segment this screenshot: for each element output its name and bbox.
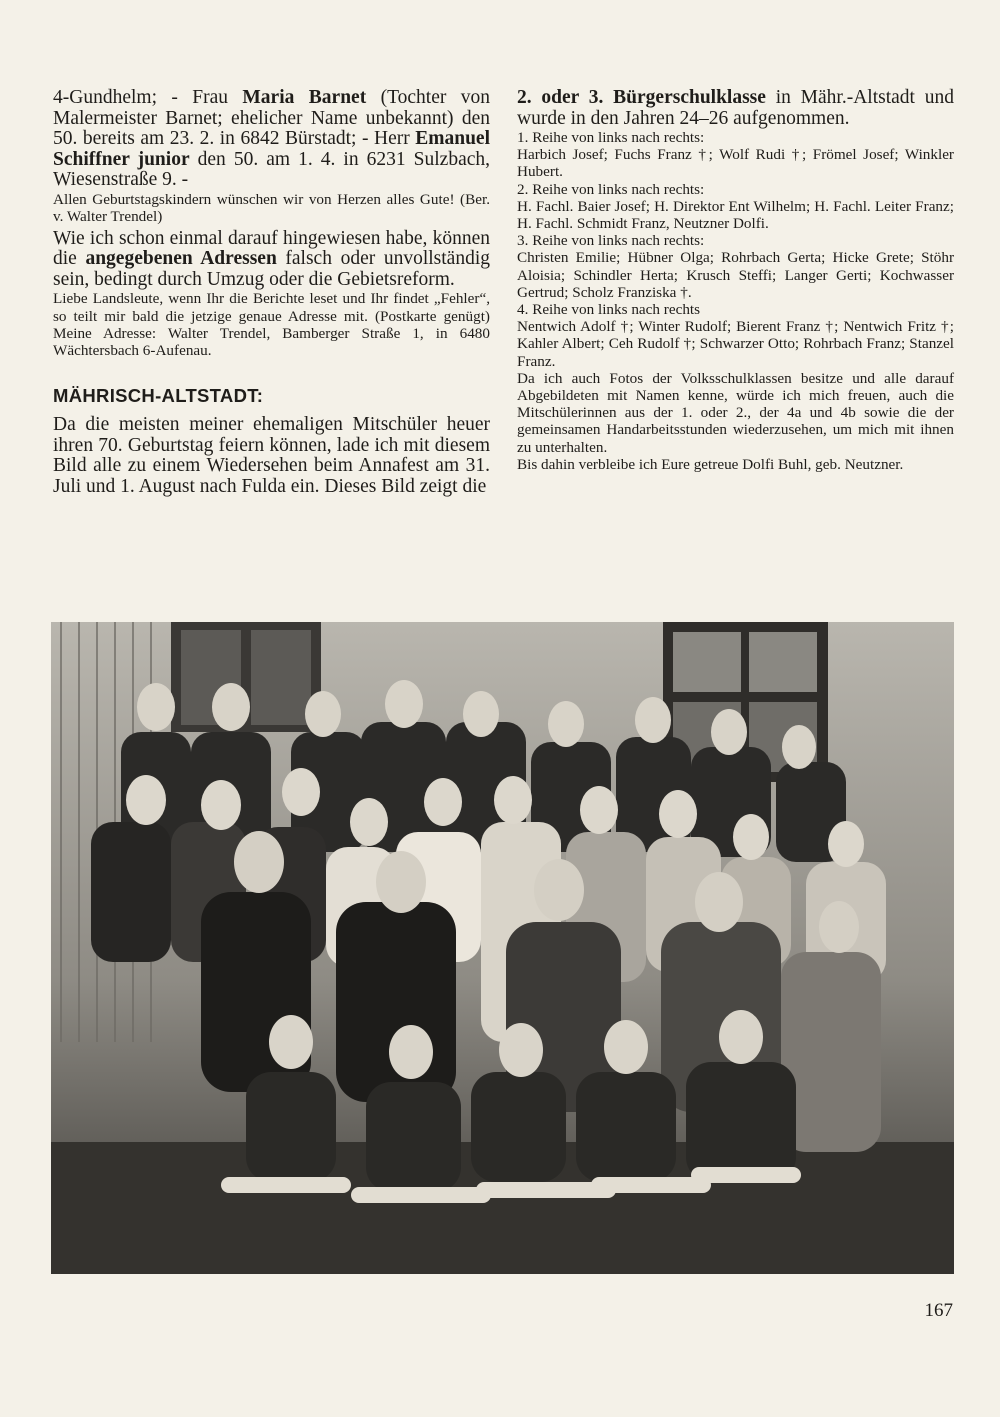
row-2-label: 2. Reihe von links nach rechts:	[517, 180, 705, 198]
class-intro	[517, 88, 954, 129]
bold-text: 2. oder 3. Bürgerschulklasse	[517, 87, 766, 108]
row-3-label: 3. Reihe von links nach rechts:	[517, 232, 705, 250]
row-4-names: Nentwich Adolf †; Winter Rudolf; Bierent Franz †; Nentwich Fritz †; Kahler Albert; Ceh Rudolf †; Schwarzer Otto; Rohrbach Franz; Stanzel Franz.	[517, 318, 954, 370]
signature: Bis dahin verbleibe ich Eure getreue Dolfi Buhl, geb. Neutzner.	[517, 455, 904, 473]
class-photo-illustration	[51, 622, 954, 1274]
bold-text: Maria Barnet	[242, 87, 367, 108]
address-request: Liebe Landsleute, wenn Ihr die Berichte leset und Ihr findet „Fehler“, so teilt mir bald die jetzige genaue Adresse mit. (Postkarte genügt) Meine Adresse: Walter Trendel, Bamberger Straße 1, in 6480 Wächtersbach 6-Aufenau.	[53, 290, 490, 360]
wishes-note: Allen Geburtstagskindern wünschen wir von Herzen alles Gute! (Ber. v. Walter Trendel)	[53, 190, 490, 225]
birthday-paragraph	[53, 88, 490, 191]
row-4-label: 4. Reihe von links nach rechts	[517, 301, 701, 319]
row-1-label: 1. Reihe von links nach rechts:	[517, 129, 705, 146]
page-number: 167	[924, 1300, 953, 1321]
text-run: den 50. am 1. 4. in 6231 Sulzbach, Wiesenstraße 9. -	[53, 148, 491, 190]
row-1-names: Harbich Josef; Fuchs Franz †; Wolf Rudi †; Frömel Josef; Winkler Hubert.	[517, 146, 954, 181]
bold-text: angegebenen Adressen	[85, 248, 277, 270]
row-3-names: Christen Emilie; Hübner Olga; Rohrbach Gerta; Hicke Grete; Stöhr Aloisia; Schindler Herta; Krusch Steffi; Langer Gerti; Kochwasser Gertrud; Scholz Franziska †.	[517, 249, 954, 301]
text-run: (Tochter von Malermeister Barnet; ehelicher Name unbekannt) den 50. bereits am 23. 2. in 6842 Bürstadt; - Herr	[53, 87, 490, 149]
invitation-paragraph: Da die meisten meiner ehemaligen Mitschüler heuer ihren 70. Geburtstag feiern können, lade ich mit diesem Bild alle zu einem Wiedersehen beim Annafest am 31. Juli und 1. August nach Fulda ein. Dieses Bild zeigt die	[53, 414, 490, 497]
bold-text: Emanuel Schiffner junior	[53, 128, 490, 170]
address-notice	[53, 229, 490, 291]
closing-request: Da ich auch Fotos der Volksschulklassen besitze und alle darauf Abgebildeten mit Namen kenne, würde ich mich freuen, auch die Mitschülerinnen aus der 1. oder 2., der 4a und 4b sowie die der gemeinsamen Handarbeitsstunden wiederzusehen, um mich mit ihnen zu unterhalten.	[517, 369, 954, 456]
left-column	[53, 88, 490, 497]
text-run: in Mähr.-Altstadt und wurde in den Jahren 24–26 aufgenommen.	[517, 87, 954, 129]
row-2-names: H. Fachl. Baier Josef; H. Direktor Ent Wilhelm; H. Fachl. Leiter Franz; H. Fachl. Schmidt Franz, Neutzner Dolfi.	[517, 197, 954, 233]
text-run: falsch oder unvollständig sein, bedingt durch Umzug oder die Gebietsreform.	[53, 248, 490, 290]
text-run: 4-Gundhelm; - Frau	[53, 87, 243, 108]
right-column	[517, 88, 954, 473]
class-photo	[51, 622, 954, 1274]
section-heading: MÄHRISCH-ALTSTADT:	[53, 385, 264, 407]
text-run: Wie ich schon einmal darauf hingewiesen habe, können die	[53, 227, 490, 270]
